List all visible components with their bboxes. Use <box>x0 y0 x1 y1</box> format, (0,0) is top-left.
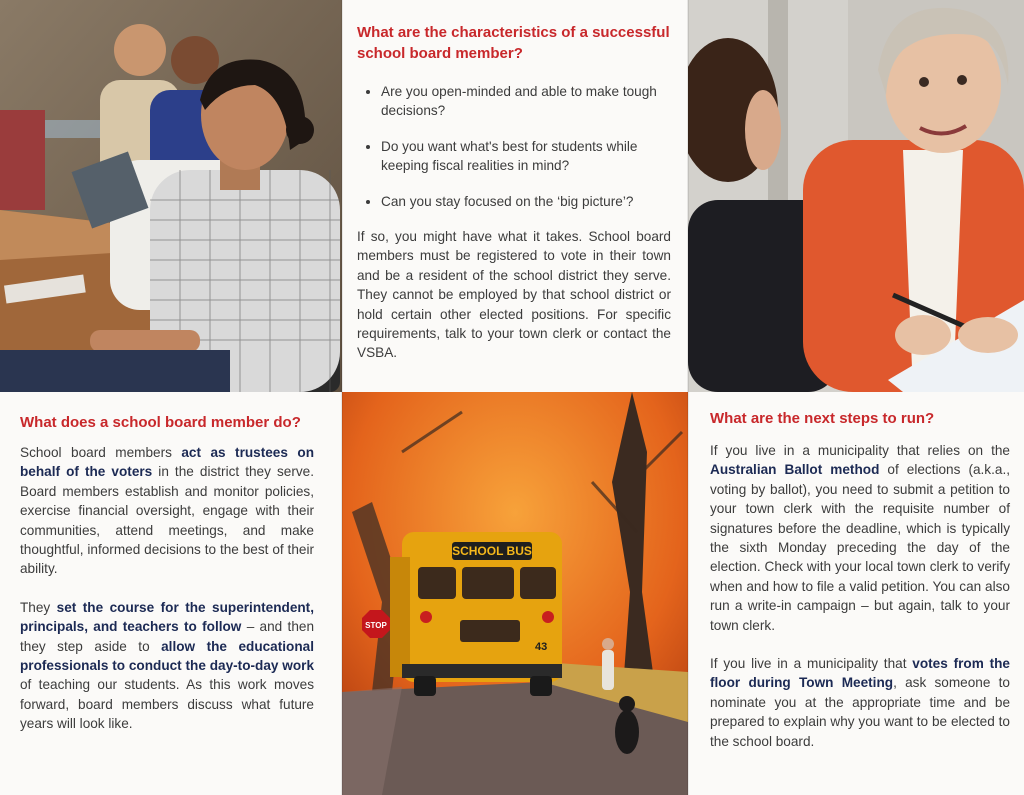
characteristics-panel <box>342 0 688 392</box>
next-steps-paragraph-1: If you live in a municipality that relies on the Australian Ballot method of elections (a.k.a., voting by ballot), you need to submit a petition to your town clerk with the requisite number of signatures before the deadline, which is typically the sixth Monday preceding the day of the election. Check with your local town clerk to verify when and how to file a valid petition. You can also run a write-in campaign – but again, talk to your town clerk. <box>710 443 1010 633</box>
role-paragraph-2: They set the course for the superintendent, principals, and teachers to follow – and then they step aside to allow the educational professionals to conduct the day-to-day work of teaching our students. As this work moves forward, board members discuss what future years will look like. <box>20 599 314 732</box>
role-panel <box>0 392 342 795</box>
elder-woman-photo <box>688 0 1024 392</box>
list-item: • Can you stay focused on the ‘big picture’? <box>381 192 671 211</box>
characteristics-list <box>357 82 671 211</box>
characteristics-heading: What are the characteristics of a successful school board member? <box>357 24 670 62</box>
fold-line-right <box>687 0 689 795</box>
list-item: • Are you open-minded and able to make tough decisions? <box>381 82 671 121</box>
school-bus-photo <box>342 392 688 795</box>
fold-line-left <box>341 0 343 795</box>
characteristics-paragraph: If so, you might have what it takes. School board members must be registered to vote in their town and be a resident of the school district they serve. They cannot be employed by that school district or hold certain other elected positions. For specific requirements, talk to your town clerk or contact the VSBA. <box>357 229 671 361</box>
board-meeting-photo <box>0 0 342 392</box>
next-steps-paragraph-2: If you live in a municipality that votes from the floor during Town Meeting, ask someone to nominate you at the appropriate time and be prepared to explain why you want to be elected to the school board. <box>710 656 1010 749</box>
list-item: • Do you want what's best for students while keeping fiscal realities in mind? <box>381 137 671 176</box>
next-steps-heading: What are the next steps to run? <box>710 410 935 427</box>
bus-sign-text: SCHOOL BUS <box>452 544 532 558</box>
next-steps-panel <box>688 392 1024 795</box>
stop-sign-text: STOP <box>365 621 387 630</box>
bus-number-text: 43 <box>535 641 548 653</box>
role-heading: What does a school board member do? <box>20 414 301 431</box>
role-paragraph-1: School board members act as trustees on behalf of the voters in the district they serve. Board members establish and monitor policies, exercise financial oversight, engage with their communities, attend meetings, and make thoughtful, informed decisions to the best of their ability. <box>20 445 314 577</box>
